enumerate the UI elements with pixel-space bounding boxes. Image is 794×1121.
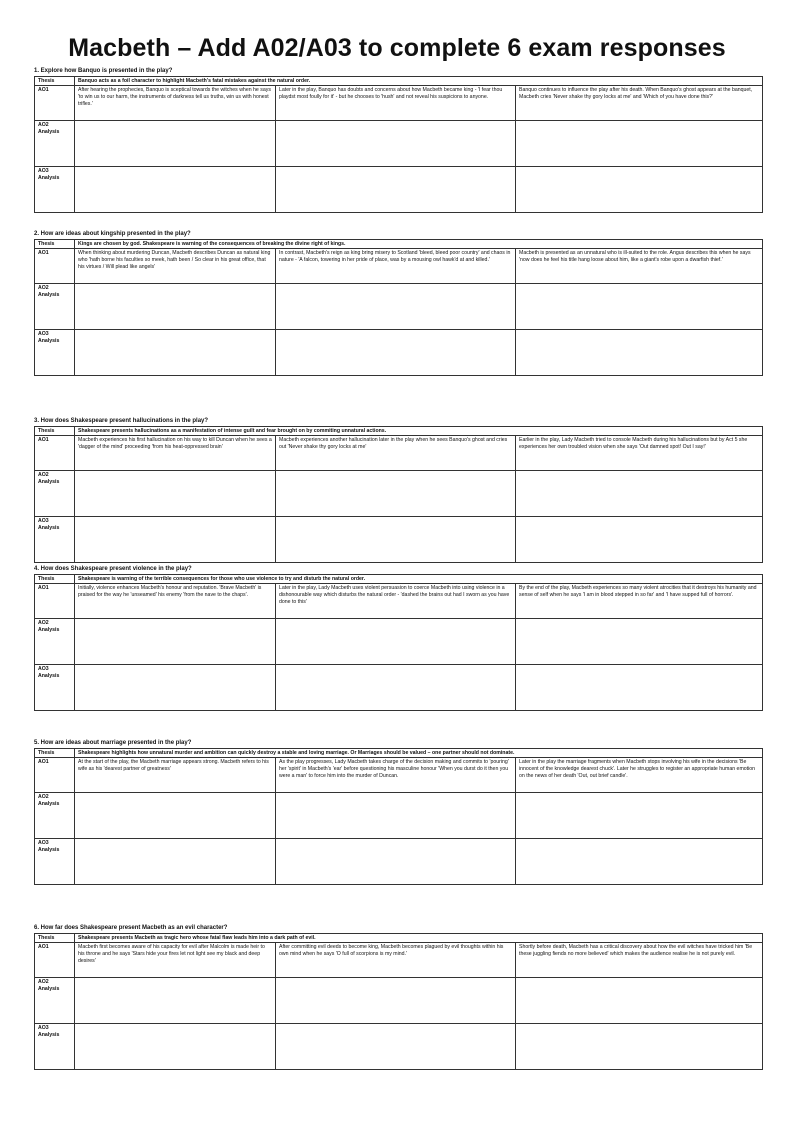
ao3-analysis-label-line2: Analysis [38,847,60,853]
thesis-label: Thesis [35,934,75,943]
ao2-analysis-answer-box[interactable] [75,978,276,1024]
question-section [34,924,762,1070]
ao1-point: Later in the play the marriage fragments when Macbeth stops involving his wife in the decisions 'Be innocent of the knowledge dearest chuck'. Later he struggles to register an appropriate human emotion on the news of her death 'Out, out brief candle'. [516,758,763,793]
ao3-analysis-label-line1: AO3 [38,666,49,672]
ao3-analysis-label-line1: AO3 [38,1025,49,1031]
ao1-point: At the start of the play, the Macbeth marriage appears strong. Macbeth refers to his wife as his 'dearest partner of greatness' [75,758,276,793]
thesis-statement: Shakespeare presents hallucinations as a manifestation of intense guilt and fear brought on by commiting unnatural actions. [75,427,763,436]
ao2-analysis-answer-box[interactable] [75,619,276,665]
thesis-label: Thesis [35,575,75,584]
thesis-statement: Banquo acts as a foil character to highlight Macbeth's fatal mistakes against the natural order. [75,77,763,86]
ao1-point: Macbeth first becomes aware of his capacity for evil after Malcolm is made heir to his throne and he says 'Stars hide your fires let not light see my black and deep desires' [75,943,276,978]
response-grid [34,748,763,885]
ao3-analysis-answer-box[interactable] [516,839,763,885]
ao1-point: Earlier in the play, Lady Macbeth tried to console Macbeth during his hallucinations but by Act 5 she experiences her own troubled vision when she says 'Out damned spot! Out I say!' [516,436,763,471]
response-grid [34,933,763,1070]
ao2-analysis-answer-box[interactable] [516,978,763,1024]
ao3-analysis-label-line1: AO3 [38,840,49,846]
thesis-label: Thesis [35,240,75,249]
ao3-analysis-label-line1: AO3 [38,331,49,337]
ao3-analysis-label [35,1024,75,1070]
ao3-analysis-label-line2: Analysis [38,338,60,344]
ao3-analysis-label-line2: Analysis [38,525,60,531]
ao3-analysis-answer-box[interactable] [516,665,763,711]
ao2-analysis-label [35,793,75,839]
ao2-analysis-answer-box[interactable] [516,121,763,167]
ao1-point: Initially, violence enhances Macbeth's honour and reputation. 'Brave Macbeth' is praised for the way he 'unseamed' his enemy 'from the nave to the chaps'. [75,584,276,619]
ao1-point: Macbeth experiences another hallucination later in the play when he sees Banquo's ghost and cries out 'Never shake thy gory locks at me' [276,436,516,471]
ao3-analysis-label [35,839,75,885]
ao3-analysis-answer-box[interactable] [75,665,276,711]
ao3-analysis-answer-box[interactable] [516,517,763,563]
ao3-analysis-label [35,665,75,711]
ao2-analysis-answer-box[interactable] [75,284,276,330]
ao1-point: By the end of the play, Macbeth experiences so many violent atrocities that it destroys his humanity and sense of self when he says 'I am in blood stepped in so far' and 'I have supped full of horrors'. [516,584,763,619]
ao3-analysis-answer-box[interactable] [516,1024,763,1070]
ao1-point: Banquo continues to influence the play after his death. When Banquo's ghost appears at the banquet, Macbeth cries 'Never shake thy gory locks at me' and 'Which of you have done this?' [516,86,763,121]
ao3-analysis-label-line2: Analysis [38,1032,60,1038]
question-section [34,67,762,213]
ao2-analysis-answer-box[interactable] [75,121,276,167]
ao3-analysis-label-line1: AO3 [38,518,49,524]
question-heading: 2. How are ideas about kingship presented in the play? [34,231,191,237]
response-grid [34,239,763,376]
ao2-analysis-label-line2: Analysis [38,986,60,992]
ao3-analysis-label [35,167,75,213]
ao1-label: AO1 [35,584,75,619]
ao2-analysis-answer-box[interactable] [516,619,763,665]
ao1-point: When thinking about murdering Duncan, Macbeth describes Duncan as natural king who 'hath borne his faculties so meek, hath been / So clear in his great office, that his virtues / Will plead like angels' [75,249,276,284]
question-section [34,417,762,563]
ao3-analysis-answer-box[interactable] [75,330,276,376]
ao1-label: AO1 [35,758,75,793]
ao2-analysis-label [35,978,75,1024]
question-heading: 6. How far does Shakespeare present Macbeth as an evil character? [34,925,228,931]
ao1-label: AO1 [35,943,75,978]
ao2-analysis-label [35,121,75,167]
ao3-analysis-answer-box[interactable] [75,517,276,563]
ao2-analysis-label-line1: AO2 [38,794,49,800]
ao2-analysis-label-line1: AO2 [38,979,49,985]
ao2-analysis-answer-box[interactable] [276,471,516,517]
ao2-analysis-answer-box[interactable] [516,471,763,517]
ao3-analysis-answer-box[interactable] [276,330,516,376]
ao2-analysis-label-line1: AO2 [38,620,49,626]
ao3-analysis-answer-box[interactable] [516,330,763,376]
ao3-analysis-answer-box[interactable] [75,1024,276,1070]
ao1-label: AO1 [35,86,75,121]
ao1-point: Later in the play, Banquo has doubts and concerns about how Macbeth became king - 'I fear thou playdst most foully for it' - but he chooses to 'hush' and not reveal his suspicions to anyone. [276,86,516,121]
ao3-analysis-label [35,517,75,563]
ao1-point: Shortly before death, Macbeth has a critical discovery about how the evil witches have tricked him 'Be these juggling fiends no more believed' which makes the audience realise he is not purely evil. [516,943,763,978]
question-heading: 1. Explore how Banquo is presented in the play? [34,68,173,74]
ao1-point: After committing evil deeds to become king, Macbeth becomes plagued by evil thoughts within his own mind when he says 'O full of scorpions is my mind.' [276,943,516,978]
ao3-analysis-label-line2: Analysis [38,175,60,181]
ao2-analysis-label [35,619,75,665]
ao2-analysis-label-line2: Analysis [38,801,60,807]
ao2-analysis-label [35,471,75,517]
ao2-analysis-answer-box[interactable] [276,121,516,167]
ao2-analysis-answer-box[interactable] [276,619,516,665]
response-grid [34,426,763,563]
response-grid [34,76,763,213]
ao3-analysis-label-line2: Analysis [38,673,60,679]
ao1-label: AO1 [35,249,75,284]
ao2-analysis-label-line1: AO2 [38,285,49,291]
ao1-label: AO1 [35,436,75,471]
thesis-statement: Shakespeare is warning of the terrible consequences for those who use violence to try and disturb the natural order. [75,575,763,584]
thesis-label: Thesis [35,77,75,86]
ao3-analysis-answer-box[interactable] [276,1024,516,1070]
ao3-analysis-label-line1: AO3 [38,168,49,174]
ao2-analysis-label-line2: Analysis [38,627,60,633]
thesis-statement: Shakespeare highlights how unnatural murder and ambition can quickly destroy a stable and loving marriage. Or Marriages should be valued – one partner should not dominate. [75,749,763,758]
ao2-analysis-label [35,284,75,330]
thesis-statement: Kings are chosen by god. Shakespeare is warning of the consequences of breaking the divine right of kings. [75,240,763,249]
ao1-point: Macbeth is presented as an unnatural who is ill-suited to the role. Angus describes this when he says 'now does he feel his title hang loose about him, like a giant's robe upon a dwarfish thief.' [516,249,763,284]
ao1-point: As the play progresses, Lady Macbeth takes charge of the decision making and commits to 'pouring' her 'spirit' in Macbeth's 'ear' before questioning his masculine honour 'When you durst do it then you were a man' to force him into the murder of Duncan. [276,758,516,793]
ao3-analysis-answer-box[interactable] [276,665,516,711]
page-title: Macbeth – Add A02/A03 to complete 6 exam responses [68,34,726,62]
response-grid [34,574,763,711]
ao2-analysis-answer-box[interactable] [276,793,516,839]
question-heading: 3. How does Shakespeare present hallucinations in the play? [34,418,209,424]
ao3-analysis-answer-box[interactable] [75,839,276,885]
ao3-analysis-label [35,330,75,376]
ao2-analysis-answer-box[interactable] [516,793,763,839]
ao3-analysis-answer-box[interactable] [276,839,516,885]
ao1-point: After hearing the prophecies, Banquo is sceptical towards the witches when he says 'to win us to our harm, the instruments of darkness tell us truths, win us with honest trifles.' [75,86,276,121]
question-section [34,739,762,885]
ao1-point: In contrast, Macbeth's reign as king bring misery to Scotland 'bleed, bleed poor country' and chaos in nature - 'A falcon, towering in her pride of place, was by a mousing owl hawk'd at and killed.' [276,249,516,284]
ao2-analysis-label-line2: Analysis [38,129,60,135]
ao3-analysis-answer-box[interactable] [516,167,763,213]
ao2-analysis-label-line1: AO2 [38,472,49,478]
ao1-point: Macbeth experiences his first hallucination on his way to kill Duncan when he sees a 'dagger of the mind' proceeding 'from his heat-oppressed brain' [75,436,276,471]
question-heading: 5. How are ideas about marriage presented in the play? [34,740,192,746]
ao2-analysis-label-line2: Analysis [38,479,60,485]
question-section [34,230,762,376]
ao2-analysis-answer-box[interactable] [75,793,276,839]
thesis-label: Thesis [35,749,75,758]
ao2-analysis-answer-box[interactable] [75,471,276,517]
ao2-analysis-answer-box[interactable] [516,284,763,330]
ao3-analysis-answer-box[interactable] [276,167,516,213]
thesis-label: Thesis [35,427,75,436]
ao3-analysis-answer-box[interactable] [75,167,276,213]
thesis-statement: Shakespeare presents Macbeth as tragic hero whose fatal flaw leads him into a dark path of evil. [75,934,763,943]
question-section [34,565,762,711]
ao2-analysis-label-line1: AO2 [38,122,49,128]
ao3-analysis-answer-box[interactable] [276,517,516,563]
ao2-analysis-answer-box[interactable] [276,284,516,330]
ao2-analysis-answer-box[interactable] [276,978,516,1024]
question-heading: 4. How does Shakespeare present violence in the play? [34,566,192,572]
ao1-point: Later in the play, Lady Macbeth uses violent persuasion to coerce Macbeth into using violence in a dishonourable way which disturbs the natural order - 'dashed the brains out had I sworn as you have done to this' [276,584,516,619]
ao2-analysis-label-line2: Analysis [38,292,60,298]
